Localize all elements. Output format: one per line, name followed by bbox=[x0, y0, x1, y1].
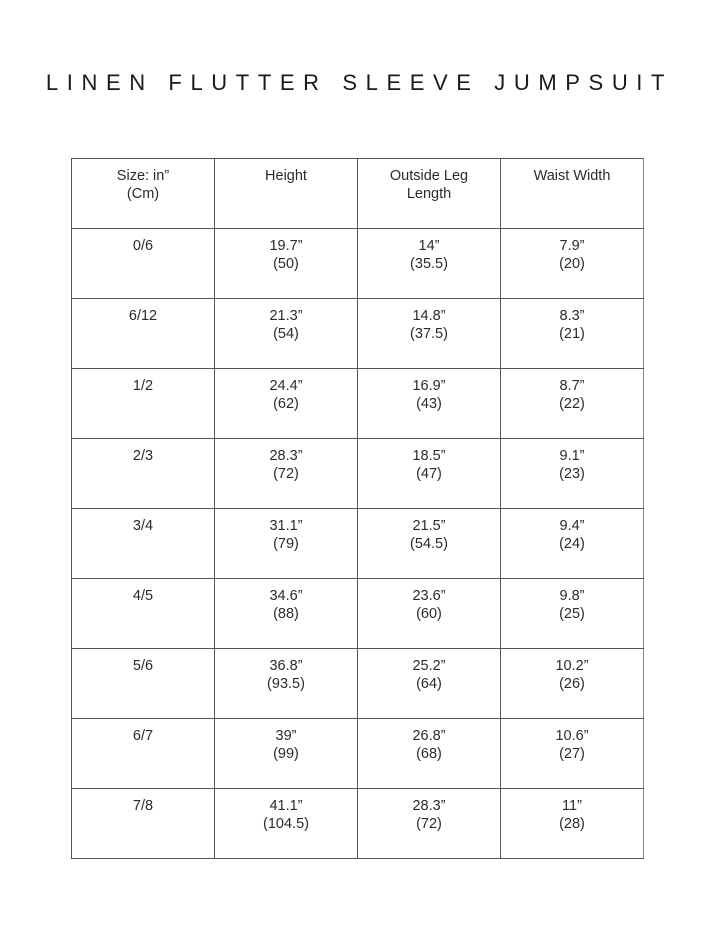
height-in: 36.8” bbox=[269, 658, 303, 674]
leg-cm: (60) bbox=[416, 606, 442, 622]
height-in: 28.3” bbox=[269, 448, 303, 464]
leg-cm: (54.5) bbox=[410, 536, 448, 552]
size-chart-table bbox=[71, 158, 644, 859]
table-row bbox=[72, 789, 644, 859]
waist-cm: (23) bbox=[559, 466, 585, 482]
height-cell bbox=[215, 649, 358, 719]
leg-in: 16.9” bbox=[412, 378, 446, 394]
height-cell bbox=[215, 439, 358, 509]
size-cell bbox=[72, 369, 215, 439]
leg-in: 18.5” bbox=[412, 448, 446, 464]
height-cm: (93.5) bbox=[267, 676, 305, 692]
waist-cm: (20) bbox=[559, 256, 585, 272]
leg-cm: (47) bbox=[416, 466, 442, 482]
height-in: 39” bbox=[275, 728, 297, 744]
leg-cell bbox=[358, 719, 501, 789]
waist-cell bbox=[501, 649, 644, 719]
size-value: 2/3 bbox=[132, 448, 154, 464]
height-cell bbox=[215, 719, 358, 789]
height-cm: (99) bbox=[273, 746, 299, 762]
leg-cm: (68) bbox=[416, 746, 442, 762]
waist-in: 7.9” bbox=[559, 238, 585, 254]
size-cell bbox=[72, 229, 215, 299]
leg-cell bbox=[358, 299, 501, 369]
leg-cell bbox=[358, 649, 501, 719]
waist-cell bbox=[501, 719, 644, 789]
header-waist-line1: Waist Width bbox=[533, 168, 611, 184]
size-value: 3/4 bbox=[132, 518, 154, 534]
size-cell bbox=[72, 789, 215, 859]
waist-in: 10.2” bbox=[555, 658, 589, 674]
table-row bbox=[72, 579, 644, 649]
table-row bbox=[72, 509, 644, 579]
size-cell bbox=[72, 509, 215, 579]
height-cm: (72) bbox=[273, 466, 299, 482]
waist-in: 8.3” bbox=[559, 308, 585, 324]
height-cell bbox=[215, 229, 358, 299]
size-cell bbox=[72, 299, 215, 369]
waist-cm: (26) bbox=[559, 676, 585, 692]
header-cell-waist bbox=[501, 159, 644, 229]
height-cm: (88) bbox=[273, 606, 299, 622]
leg-cell bbox=[358, 579, 501, 649]
header-cell-size bbox=[72, 159, 215, 229]
leg-cm: (72) bbox=[416, 816, 442, 832]
waist-cell bbox=[501, 509, 644, 579]
leg-in: 28.3” bbox=[412, 798, 446, 814]
leg-cell bbox=[358, 439, 501, 509]
leg-in: 23.6” bbox=[412, 588, 446, 604]
leg-in: 26.8” bbox=[412, 728, 446, 744]
table-row bbox=[72, 229, 644, 299]
table-header-row bbox=[72, 159, 644, 229]
size-value: 0/6 bbox=[132, 238, 154, 254]
leg-cell bbox=[358, 509, 501, 579]
height-in: 19.7” bbox=[269, 238, 303, 254]
leg-cm: (37.5) bbox=[410, 326, 448, 342]
size-cell bbox=[72, 719, 215, 789]
height-cm: (104.5) bbox=[263, 816, 309, 832]
waist-cell bbox=[501, 439, 644, 509]
leg-in: 25.2” bbox=[412, 658, 446, 674]
leg-in: 21.5” bbox=[412, 518, 446, 534]
waist-cm: (28) bbox=[559, 816, 585, 832]
size-value: 1/2 bbox=[132, 378, 154, 394]
waist-in: 10.6” bbox=[555, 728, 589, 744]
waist-cell bbox=[501, 229, 644, 299]
table-row bbox=[72, 439, 644, 509]
waist-cell bbox=[501, 369, 644, 439]
height-cell bbox=[215, 579, 358, 649]
height-in: 31.1” bbox=[269, 518, 303, 534]
leg-in: 14” bbox=[418, 238, 440, 254]
header-size-line2: (Cm) bbox=[126, 186, 160, 202]
waist-in: 11” bbox=[562, 798, 582, 814]
waist-cm: (22) bbox=[559, 396, 585, 412]
height-cm: (50) bbox=[273, 256, 299, 272]
size-cell bbox=[72, 439, 215, 509]
waist-cm: (24) bbox=[559, 536, 585, 552]
size-value: 4/5 bbox=[132, 588, 154, 604]
header-leg-line2: Length bbox=[406, 186, 452, 202]
header-height-line1: Height bbox=[265, 168, 307, 184]
waist-cell bbox=[501, 789, 644, 859]
height-in: 41.1” bbox=[269, 798, 303, 814]
height-cell bbox=[215, 789, 358, 859]
table-row bbox=[72, 369, 644, 439]
height-in: 34.6” bbox=[269, 588, 303, 604]
leg-cell bbox=[358, 369, 501, 439]
table-row bbox=[72, 719, 644, 789]
header-cell-outside-leg bbox=[358, 159, 501, 229]
leg-cell bbox=[358, 229, 501, 299]
waist-cm: (21) bbox=[559, 326, 585, 342]
header-size-line1: Size: in” bbox=[116, 168, 170, 184]
waist-cm: (25) bbox=[559, 606, 585, 622]
leg-cm: (64) bbox=[416, 676, 442, 692]
waist-in: 9.8” bbox=[559, 588, 585, 604]
size-value: 5/6 bbox=[132, 658, 154, 674]
size-cell bbox=[72, 579, 215, 649]
header-cell-height bbox=[215, 159, 358, 229]
height-cell bbox=[215, 299, 358, 369]
waist-cm: (27) bbox=[559, 746, 585, 762]
leg-cm: (35.5) bbox=[410, 256, 448, 272]
height-cm: (62) bbox=[273, 396, 299, 412]
size-value: 6/7 bbox=[132, 728, 154, 744]
leg-in: 14.8” bbox=[412, 308, 446, 324]
table-row bbox=[72, 649, 644, 719]
page-title: LINEN FLUTTER SLEEVE JUMPSUIT bbox=[45, 70, 674, 95]
height-in: 24.4” bbox=[269, 378, 303, 394]
waist-in: 9.4” bbox=[559, 518, 585, 534]
waist-in: 9.1” bbox=[559, 448, 585, 464]
waist-in: 8.7” bbox=[559, 378, 585, 394]
height-in: 21.3” bbox=[269, 308, 303, 324]
height-cell bbox=[215, 509, 358, 579]
height-cell bbox=[215, 369, 358, 439]
waist-cell bbox=[501, 299, 644, 369]
leg-cm: (43) bbox=[416, 396, 442, 412]
size-cell bbox=[72, 649, 215, 719]
table-row bbox=[72, 299, 644, 369]
size-value: 6/12 bbox=[128, 308, 158, 324]
height-cm: (54) bbox=[273, 326, 299, 342]
size-value: 7/8 bbox=[132, 798, 154, 814]
leg-cell bbox=[358, 789, 501, 859]
header-leg-line1: Outside Leg bbox=[389, 168, 469, 184]
height-cm: (79) bbox=[273, 536, 299, 552]
waist-cell bbox=[501, 579, 644, 649]
